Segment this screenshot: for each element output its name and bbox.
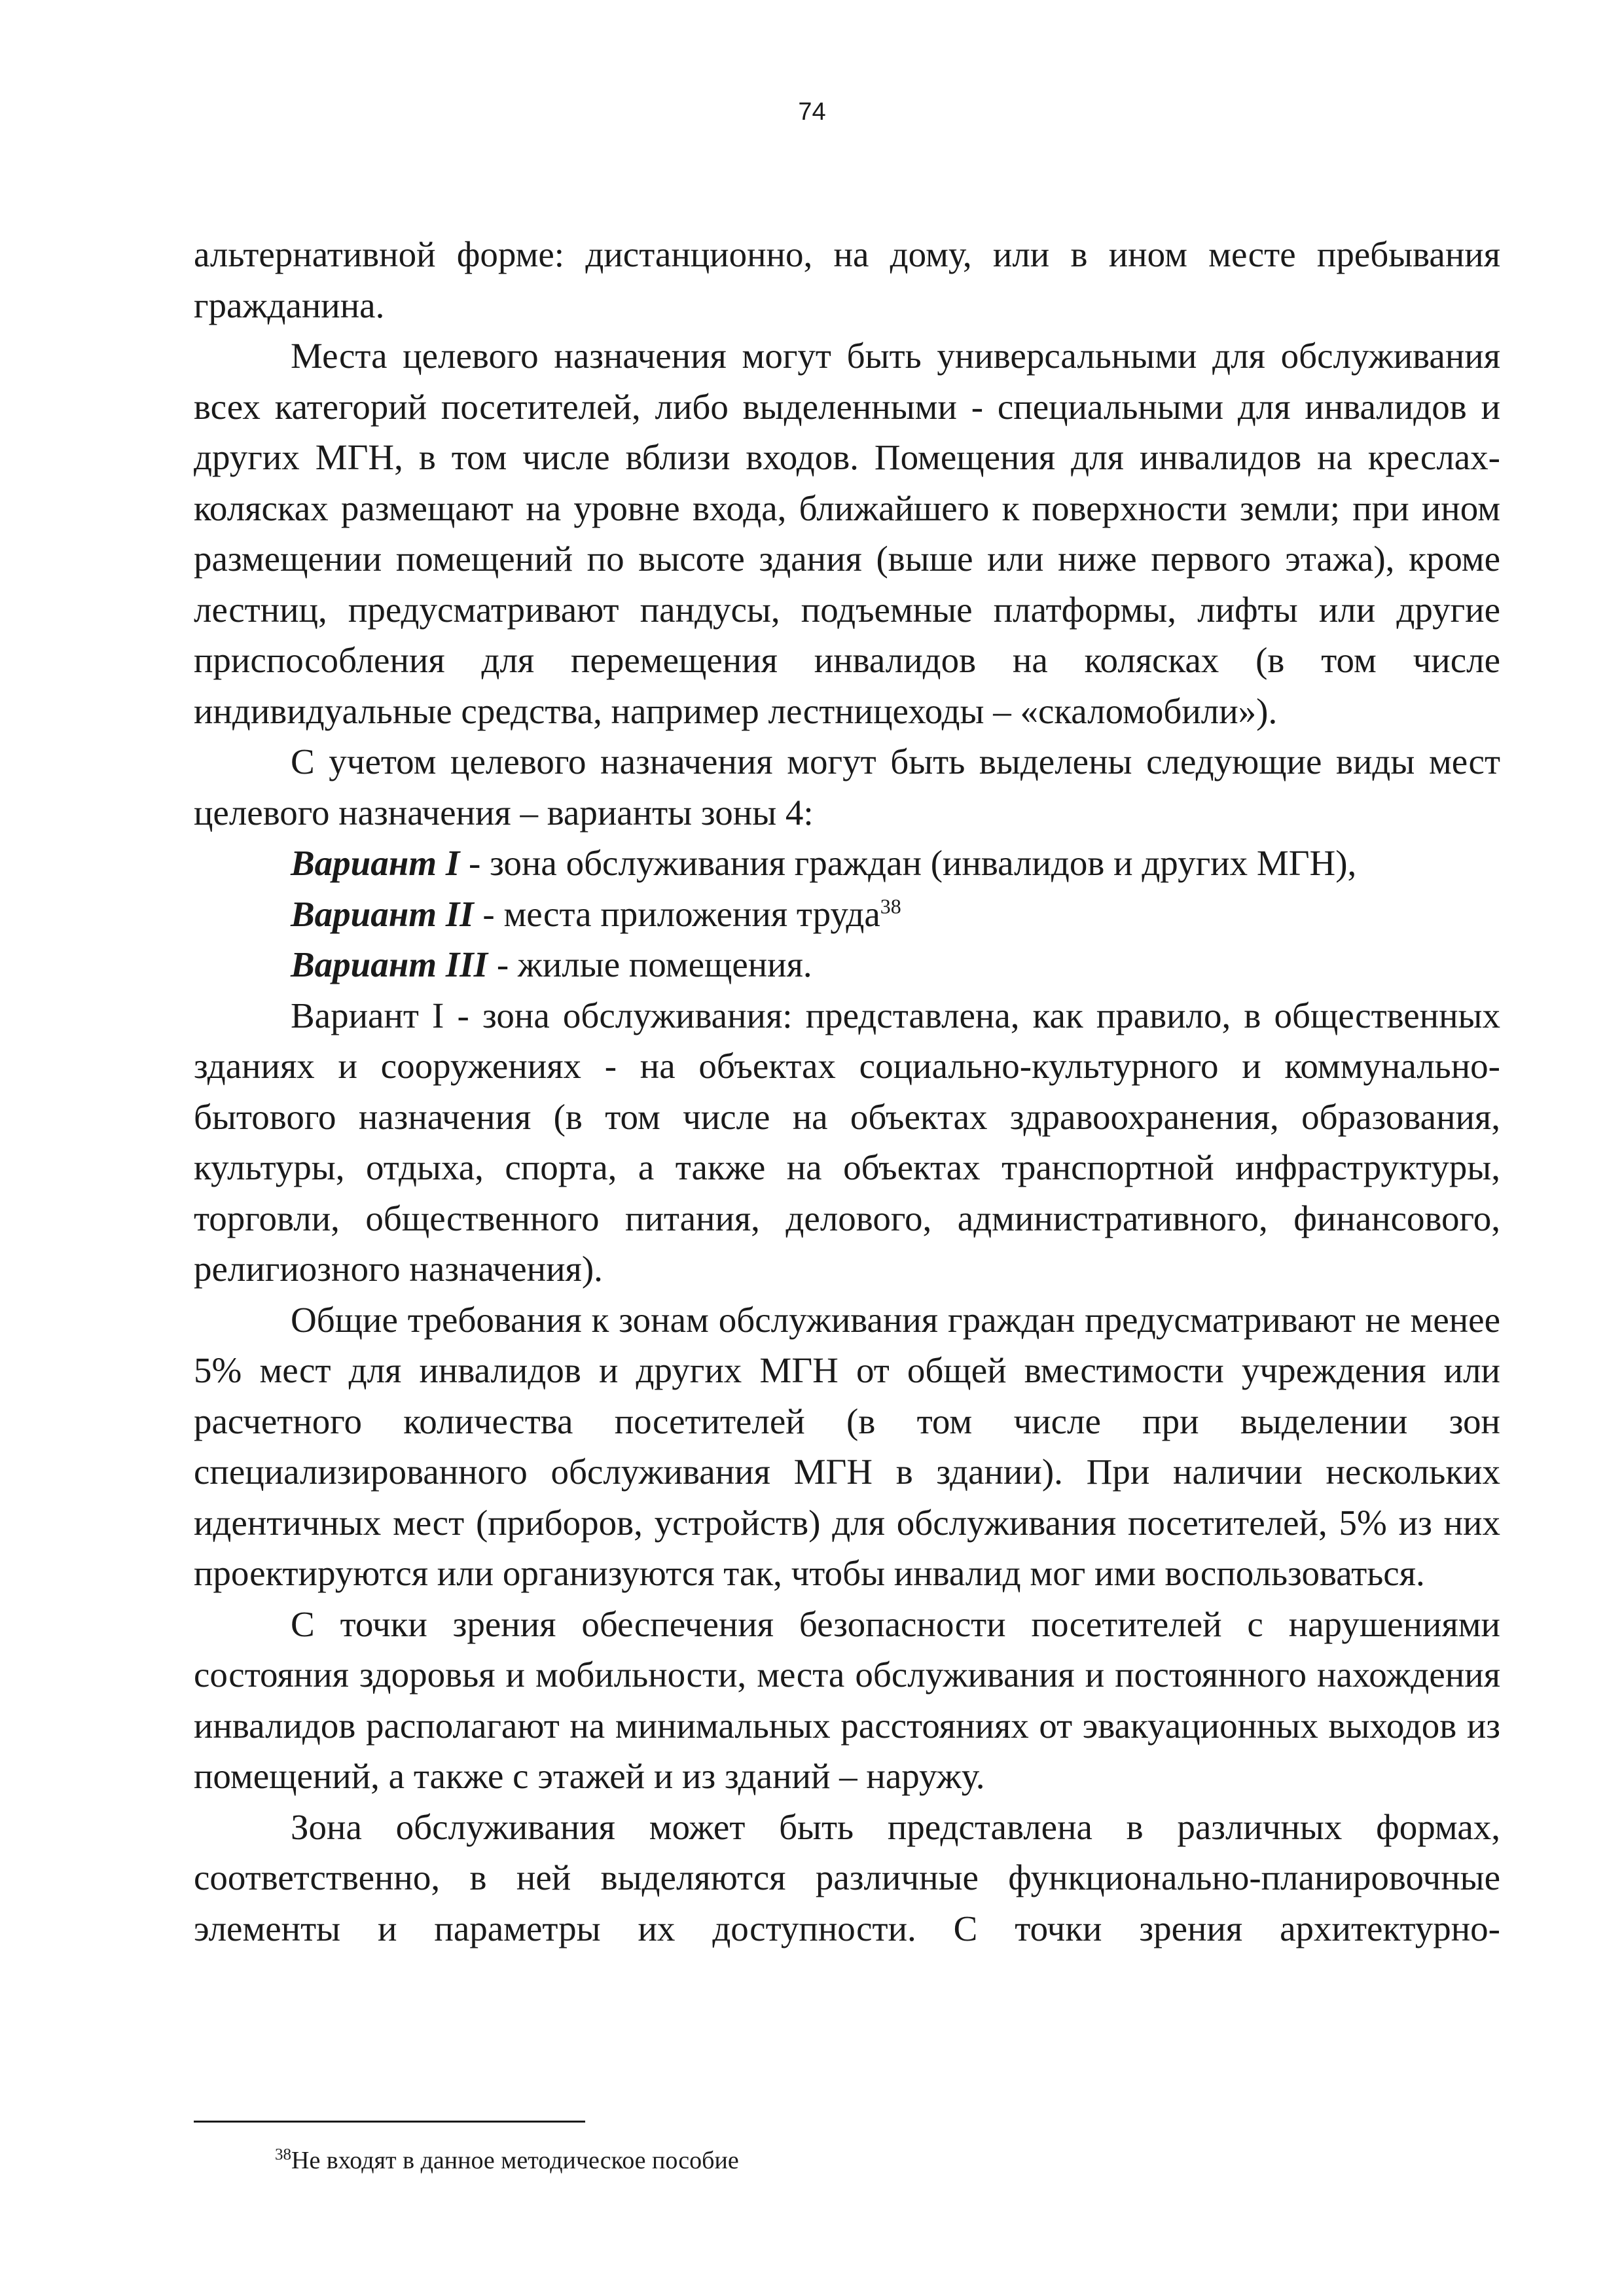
body-text xyxy=(194,229,1500,1954)
variant-item xyxy=(194,838,1500,889)
variant-label: Вариант I xyxy=(291,843,460,883)
variant-item xyxy=(194,889,1500,940)
variant-item xyxy=(194,939,1500,990)
footnote-reference[interactable]: 38 xyxy=(880,894,901,918)
variant-text: - места приложения труда xyxy=(473,893,880,934)
footnote-marker: 38 xyxy=(275,2145,291,2164)
page-number: 74 xyxy=(798,98,826,126)
footnote-text: Не входят в данное методическое пособие xyxy=(291,2147,739,2174)
variant-text: - зона обслуживания граждан (инвалидов и других МГН), xyxy=(460,843,1357,883)
variant-label: Вариант II xyxy=(291,893,474,934)
footnote-separator xyxy=(194,2121,585,2123)
paragraph: С точки зрения обеспечения безопасности посетителей с нарушениями состояния здоровья и мобильности, места обслуживания и постоянного нахождения инвалидов располагают на минимальных расстояниях от эвакуационных выходов из помещений, а также с этажей и из зданий – наружу. xyxy=(194,1604,1500,1796)
paragraph: Места целевого назначения могут быть универсальными для обслуживания всех категорий посетителей, либо выделенными - специальными для инвалидов и других МГН, в том числе вблизи входов. Помещения для инвалидов на креслах-колясках размещают на уровне входа, ближайшего к поверхности земли; при ином размещении помещений по высоте здания (выше или ниже первого этажа), кроме лестниц, предусматривают пандусы, подъемные платформы, лифты или другие приспособления для перемещения инвалидов на колясках (в том числе индивидуальные средства, например лестницеходы – «скаломобили»). xyxy=(194,336,1500,731)
paragraph: С учетом целевого назначения могут быть выделены следующие виды мест целевого назначения – варианты зоны 4: xyxy=(194,742,1500,833)
footnote xyxy=(275,2145,1500,2176)
paragraph: Вариант I - зона обслуживания: представлена, как правило, в общественных зданиях и сооружениях - на объектах социально-культурного и коммунально-бытового назначения (в том числе на объектах здравоохранения, образования, культуры, отдыха, спорта, а также на объектах транспортной инфраструктуры, торговли, общественного питания, делового, административного, финансового, религиозного назначения). xyxy=(194,995,1500,1289)
paragraph: Общие требования к зонам обслуживания граждан предусматривают не менее 5% мест для инвалидов и других МГН от общей вместимости учреждения или расчетного количества посетителей (в том числе при выделении зон специализированного обслуживания МГН в здании). При наличии нескольких идентичных мест (приборов, устройств) для обслуживания посетителей, 5% из них проектируются или организуются так, чтобы инвалид мог ими воспользоваться. xyxy=(194,1299,1500,1593)
paragraph: Зона обслуживания может быть представлена в различных формах, соответственно, в ней выделяются различные функционально-планировочные элементы и параметры их доступности. С точки зрения архитектурно- xyxy=(194,1806,1500,1948)
paragraph: альтернативной форме: дистанционно, на дому, или в ином месте пребывания гражданина. xyxy=(194,234,1500,325)
variant-label: Вариант III xyxy=(291,944,488,984)
variant-text: - жилые помещения. xyxy=(488,944,812,984)
